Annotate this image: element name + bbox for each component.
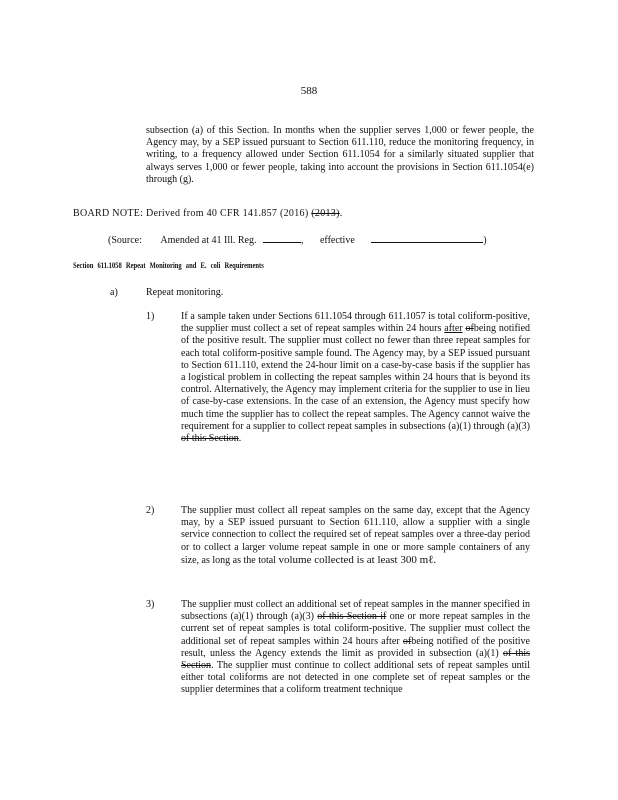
item-3-number: 3): [146, 599, 155, 610]
item-2-text: [181, 505, 530, 567]
item-2-text-part: The supplier must collect all repeat samples on the same day, except that the Agency may, by a SEP issued pursuant to Section 611.110, allow a supplier with a single service connection to collect the required set of repeat samples over a three-day period or to collect a larger volume repeat sample in one or more sample containers of any size, as long as the total: [181, 505, 530, 566]
item-3-text-part: The supplier must collect an additional set of repeat samples in the manner specified in subsections (a)(1) through (a)(3): [181, 599, 530, 623]
board-note-period: .: [339, 208, 343, 219]
item-3-deleted-1: of this Section if: [317, 611, 387, 623]
item-1-inserted: after: [444, 323, 463, 335]
item-1-text-part: If a sample taken under Sections 611.1054 through 611.1057 is total coliform-positive, the supplier must collect a set of repeat samples within 24 hours: [181, 311, 530, 335]
item-3-text-part: . The supplier must continue to collect additional sets of repeat samples until either total coliforms are not detected in one complete set of repeat samples or the supplier determines that a coliform treatment technique: [181, 660, 530, 696]
source-close: ): [483, 235, 487, 246]
item-3-text-part: one or more repeat samples in the current set of repeat samples is total coliform-positive. The supplier must collect the additional set of repeat samples within 24 hours after: [181, 611, 531, 647]
item-1-text-part: being notified of the positive result. The supplier must collect no fewer than three repeat samples for each total coliform-positive sample found. The Agency may, by a SEP issued pursuant to Section 611.110, extend the 24-hour limit on a case-by-case basis if the supplier has a logistical problem in collecting the repeat samples within 24 hours that is beyond its control. Alternatively, the Agency may implement criteria for the supplier to use in lieu of case-by-case extensions. In the case of an extension, the Agency must specify how much time the supplier has to collect the repeat samples. The Agency cannot waive the requirement for a supplier to collect repeat samples in subsections (a)(1) through (a)(3): [181, 323, 531, 432]
source-note: [108, 233, 487, 246]
item-3-text-part: being notified of the positive result, unless the Agency extends the limit as provided in subsection (a)(1): [181, 635, 530, 659]
item-3-deleted-3: of this Section: [181, 647, 530, 672]
effective-date-blank: [371, 233, 483, 243]
source-effective: effective: [319, 235, 355, 246]
board-note-text: BOARD NOTE: Derived from 40 CFR 141.857 (2016): [73, 208, 309, 219]
item-1-text: [181, 311, 530, 445]
board-note: [73, 208, 343, 219]
register-blank: [263, 233, 301, 243]
source-amended: Amended at 41 Ill. Reg.: [160, 235, 257, 246]
source-comma: ,: [300, 235, 304, 246]
intro-paragraph: [146, 125, 534, 186]
item-1-text-end: .: [238, 433, 242, 445]
subsection-a-label: a): [110, 287, 118, 298]
item-3-deleted-2: of: [402, 635, 412, 647]
item-1-number: 1): [146, 311, 155, 322]
page-number: 588: [300, 85, 318, 97]
item-2-number: 2): [146, 505, 155, 516]
source-open: (Source:: [108, 235, 142, 246]
item-1-deleted: of: [465, 323, 474, 335]
intro-text: subsection (a) of this Section. In months when the supplier serves 1,000 or fewer people, the Agency may, by a SEP issued pursuant to Section 611.110, reduce the monitoring frequency, in writing, to a frequency allowed under Section 611.1054 for a similarly situated supplier that always serves 1,000 or fewer people, taking into account the provisions in Section 611.1054(e) through (g).: [146, 125, 534, 185]
item-1-deleted-2: of this Section: [181, 433, 239, 445]
board-note-struck-year: (2013): [311, 208, 340, 219]
item-3-text: [181, 599, 530, 697]
section-heading: Section 611.1058 Repeat Monitoring and E. coli Requirements: [73, 261, 264, 270]
subsection-a-title: Repeat monitoring.: [146, 287, 224, 298]
item-2-text-volume: volume collected is at least 300 mℓ.: [278, 553, 437, 566]
